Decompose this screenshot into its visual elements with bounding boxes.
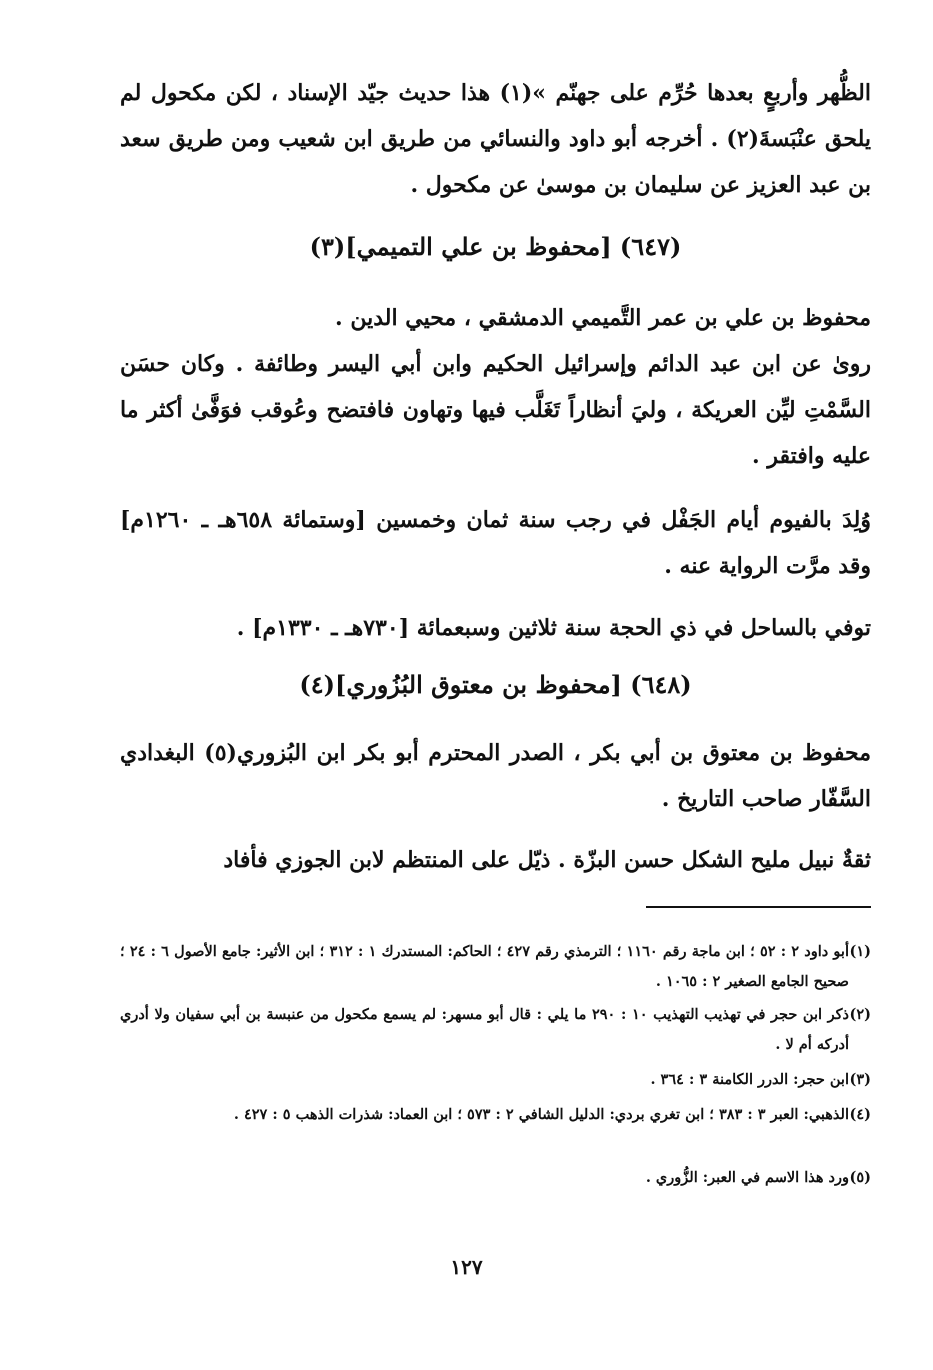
paragraph-entry-648-name: محفوظ بن معتوق بن أبي بكر ، الصدر المحترم أبو بكر ابن البُزوري(٥) البغدادي السَّفّار صاحب التاريخ . [120, 740, 871, 812]
footnote-text: ورد هذا الاسم في العبر: الزُّوري . [645, 1169, 849, 1186]
footnote-3 [120, 1065, 871, 1095]
paragraph-entry-647-bio: روىٰ عن ابن عبد الدائم وإسرائيل الحكيم وابن أبي اليسر وطائفة . وكان حسَن السَّمْتِ ليِّن العريكة ، وليَ أنظاراً تَغَلَّب فيها وتهاون فافتضح وعُوقب فوَفَّىٰ أكثر ما عليه وافتقر . [120, 351, 871, 469]
footnote-2 [120, 1000, 871, 1060]
paragraph-entry-647-name: محفوظ بن علي بن عمر التَّميمي الدمشقي ، محيي الدين . [335, 305, 871, 331]
footnote-number: (٣) [849, 1071, 871, 1088]
footnote-divider [646, 906, 871, 908]
paragraph-entry-647-birth: وُلِدَ بالفيوم أيام الجَفْل في رجب سنة ثمان وخمسين [وستمائة ٦٥٨هـ ـ ١٢٦٠م] وقد مرَّت الرواية عنه . [120, 507, 872, 579]
footnote-text: الذهبي: العبر ٣ : ٣٨٣ ؛ ابن تغري بردي: الدليل الشافي ٢ : ٥٧٣ ؛ ابن العماد: شذرات الذهب ٥ : ٤٢٧ . [233, 1106, 849, 1123]
footnote-5 [120, 1163, 871, 1193]
paragraph-hadith-continuation: الظُّهر وأربعٍ بعدها حُرِّم على جهنّم »(١) هذا حديث جيّد الإسناد ، لكن مكحول لم يلحق عنْبَسةَ(٢) . أخرجه أبو داود والنسائي من طريق ابن شعيب ومن طريق سعد بن عبد العزيز عن سليمان بن موسىٰ عن مكحول . [120, 80, 871, 198]
footnote-number: (٤) [849, 1106, 871, 1123]
page-number: ١٢٧ [450, 1255, 483, 1279]
entry-heading-648: (٦٤٨) [محفوظ بن معتوق البُزُوري](٤) [299, 670, 692, 699]
footnote-number: (١) [849, 943, 871, 960]
paragraph-entry-648-bio: ثقةٌ نبيل مليح الشكل حسن البزّة . ذيّل على المنتظم لابن الجوزي فأفاد [223, 847, 871, 873]
footnote-text: ذكر ابن حجر في تهذيب التهذيب ١٠ : ٢٩٠ ما يلي : قال أبو مسهر: لم يسمع مكحول من عنبسة بن أبي سفيان ولا أدري أدركه أم لا . [120, 1006, 850, 1053]
entry-heading-647: (٦٤٧) [محفوظ بن علي التميمي](٣) [309, 232, 682, 261]
footnote-text: ابن حجر: الدرر الكامنة ٣ : ٣٦٤ . [650, 1071, 849, 1088]
footnote-number: (٢) [849, 1006, 871, 1023]
footnote-number: (٥) [849, 1169, 871, 1186]
footnote-1 [120, 937, 871, 997]
footnote-4 [120, 1100, 871, 1130]
paragraph-entry-647-death: توفي بالساحل في ذي الحجة سنة ثلاثين وسبعمائة [٧٣٠هـ ـ ١٣٣٠م] . [236, 615, 871, 641]
footnote-text: أبو داود ٢ : ٥٢ ؛ ابن ماجة رقم ١١٦٠ ؛ الترمذي رقم ٤٢٧ ؛ الحاكم: المستدرك ١ : ٣١٢ ؛ ابن الأثير: جامع الأصول ٦ : ٢٤ ؛ صحيح الجامع الصغير ٢ : ١٠٦٥ . [120, 943, 849, 990]
